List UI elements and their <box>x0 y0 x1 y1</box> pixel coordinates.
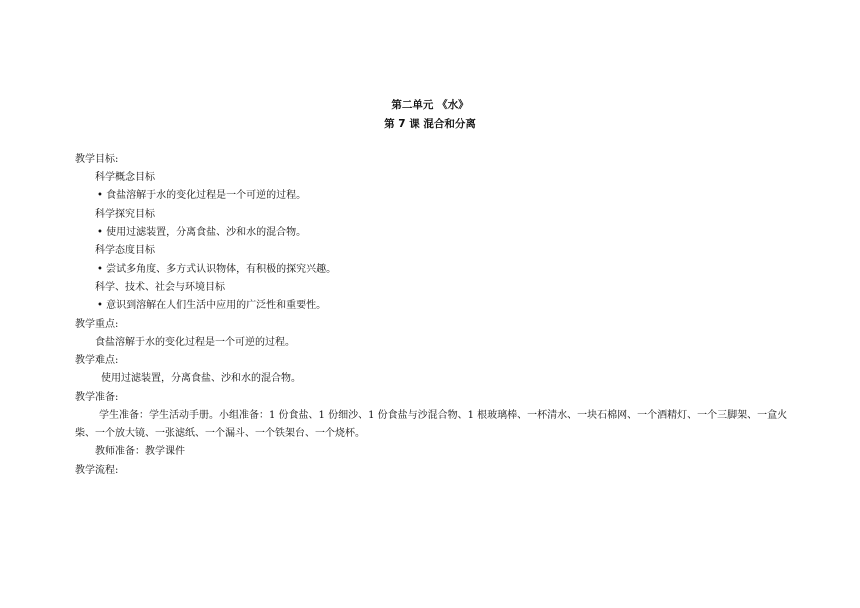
student-preparation: 学生准备：学生活动手册。小组准备：1 份食盐、1 份细沙、1 份食盐与沙混合物、1 根玻璃棒、一杯清水、一块石棉网、一个酒精灯、一个三脚架、一盒火柴、一个放大镜、一张滤纸、一个漏斗、一个铁架台、一个烧杯。 <box>75 410 788 439</box>
attitude-goal-item: • 尝试多角度、多方式认识物体，有积极的探究兴趣。 <box>97 264 337 275</box>
preparation-heading: 教学准备: <box>75 392 119 403</box>
inquiry-goal-item: • 使用过滤装置，分离食盐、沙和水的混合物。 <box>97 227 307 238</box>
inquiry-goal-heading: 科学探究目标 <box>95 209 155 220</box>
difficulties-heading: 教学难点: <box>75 355 119 366</box>
concept-goal-heading: 科学概念目标 <box>95 172 155 183</box>
lesson-title: 第 7 课 混合和分离 <box>384 118 476 130</box>
process-heading: 教学流程: <box>75 465 119 476</box>
concept-goal-item: • 食盐溶解于水的变化过程是一个可逆的过程。 <box>97 190 307 201</box>
teacher-preparation: 教师准备：教学课件 <box>95 446 185 457</box>
attitude-goal-heading: 科学态度目标 <box>95 245 155 256</box>
key-points-heading: 教学重点: <box>75 319 119 330</box>
sts-goal-heading: 科学、技术、社会与环境目标 <box>95 282 225 293</box>
objectives-heading: 教学目标: <box>75 154 119 165</box>
unit-title: 第二单元 《水》 <box>391 99 469 111</box>
difficulties-text: 使用过滤装置，分离食盐、沙和水的混合物。 <box>101 373 301 384</box>
sts-goal-item: • 意识到溶解在人们生活中应用的广泛性和重要性。 <box>97 300 327 311</box>
key-points-text: 食盐溶解于水的变化过程是一个可逆的过程。 <box>95 337 295 348</box>
